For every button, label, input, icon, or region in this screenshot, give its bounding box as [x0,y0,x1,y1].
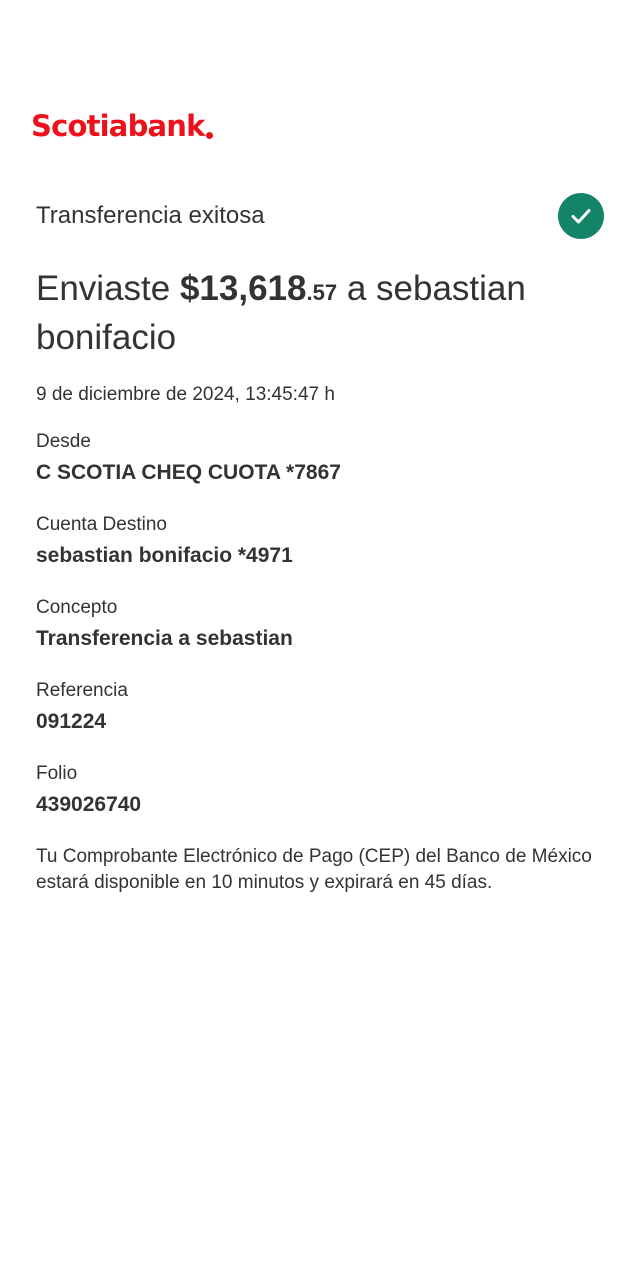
amount-value: $13,618 [179,269,307,308]
field-value: Transferencia a sebastian [36,627,293,650]
field-value: 439026740 [36,793,142,816]
field-label: Cuenta Destino [36,514,167,535]
field-label: Folio [36,763,78,784]
field-label: Referencia [36,680,128,701]
transfer-datetime: 9 de diciembre de 2024, 13:45:47 h [36,384,335,405]
field-desde [36,430,606,486]
field-label: Desde [36,431,91,452]
field-value: sebastian bonifacio *4971 [36,544,293,567]
field-folio [36,762,606,818]
field-label: Concepto [36,597,118,618]
field-value: C SCOTIA CHEQ CUOTA *7867 [36,461,341,484]
headline-prefix: Enviaste [36,269,180,308]
amount-cents: .57 [306,280,338,305]
headline-recipient: a sebastian bonifacio [36,269,526,357]
logo-registered-dot [206,132,213,139]
logo-wordmark: Scotiabank [31,109,205,143]
field-concepto [36,596,606,652]
field-cuenta-destino [36,513,606,569]
status-text: Transferencia exitosa [36,202,265,229]
transfer-status [36,192,604,240]
scotiabank-logo [31,108,213,144]
check-icon [558,193,604,239]
field-value: 091224 [36,710,107,733]
cep-note: Tu Comprobante Electrónico de Pago (CEP) del Banco de México estará disponible en 10 minutos y expirará en 45 días. [36,846,592,893]
field-referencia [36,679,606,735]
transfer-headline [36,266,606,360]
